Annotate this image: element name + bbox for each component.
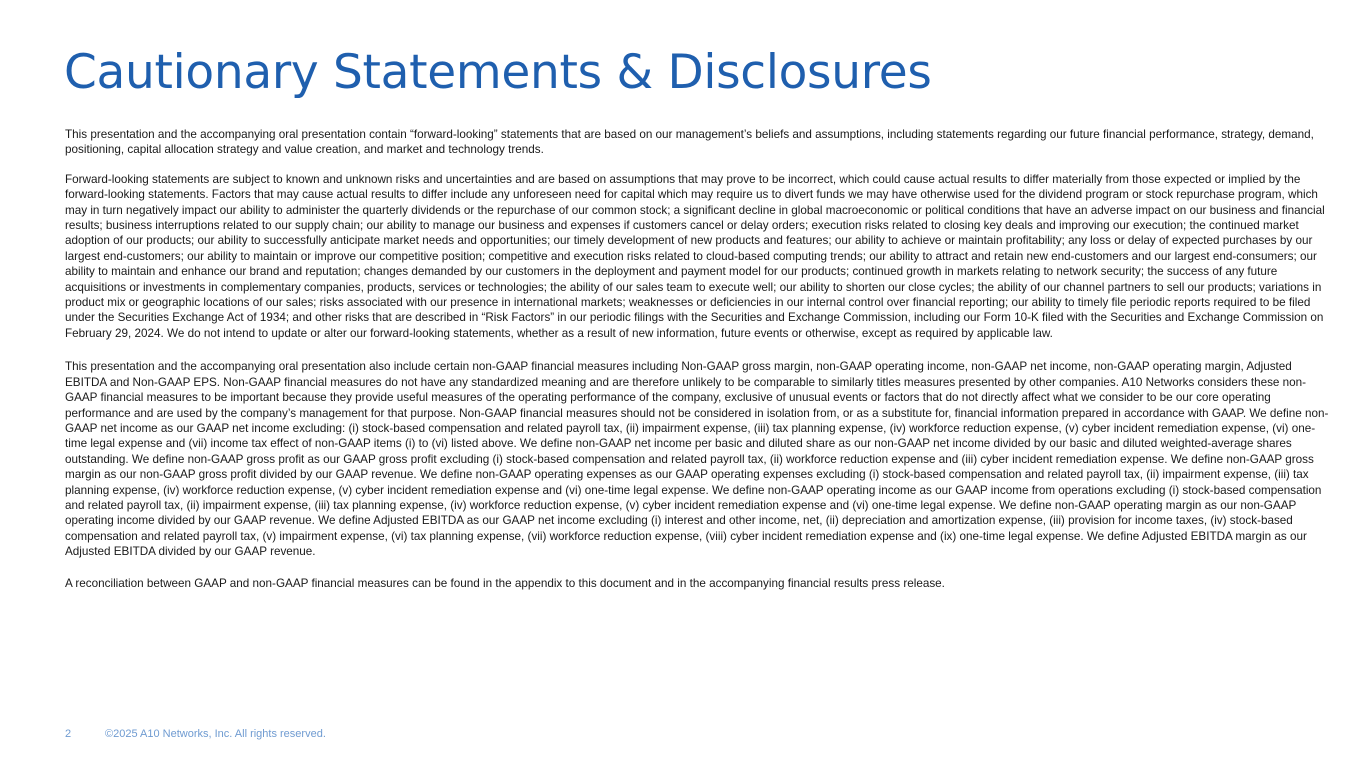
page-number: 2 bbox=[65, 728, 72, 740]
footer bbox=[65, 728, 326, 740]
reconciliation-paragraph: A reconciliation between GAAP and non-GAAP financial measures can be found in the appendix to this document and in the accompanying financial results press release. bbox=[65, 576, 945, 590]
risk-factors-paragraph: Forward-looking statements are subject to known and unknown risks and uncertainties and are based on assumptions that may prove to be incorrect, which could cause actual results to differ materially from those expected or implied by the forward-looking statements. Factors that may cause actual results to differ include any unforeseen need for capital which may require us to divert funds we may have otherwise used for the dividend program or stock repurchase program, which may in turn negatively impact our ability to administer the quarterly dividends or the repurchase of our common stock; a significant decline in global macroeconomic or political conditions that have an adverse impact on our business and financial results; business interruptions related to our supply chain; our ability to manage our business and expenses if customers cancel or delay orders; execution risks related to closing key deals and improving our execution; the continued market adoption of our products; our ability to successfully anticipate market needs and opportunities; our timely development of new products and features; our ability to achieve or maintain profitability; any loss or delay of expected purchases by our largest end-customers; our ability to maintain or improve our competitive position; competitive and execution risks related to cloud-based computing trends; our ability to attract and retain new end-customers and our largest end-consumers; our ability to maintain and enhance our brand and reputation; changes demanded by our customers in the deployment and payment model for our products; continued growth in markets relating to network security; the success of any future acquisitions or investments in complementary companies, products, services or technologies; the ability of our sales team to execute well; our ability to shorten our close cycles; the ability of our channel partners to sell our products; variations in product mix or geographic locations of our sales; risks associated with our presence in international markets; weaknesses or deficiencies in our internal control over financial reporting; our ability to timely file periodic reports required to be filed under the Securities Exchange Act of 1934; and other risks that are described in “Risk Factors” in our periodic filings with the Securities and Exchange Commission, including our Form 10-K filed with the Securities and Exchange Commission on February 29, 2024. We do not intend to update or alter our forward-looking statements, whether as a result of new information, future events or otherwise, except as required by applicable law. bbox=[65, 172, 1325, 340]
copyright-notice: ©2025 A10 Networks, Inc. All rights reserved. bbox=[105, 728, 326, 740]
forward-looking-intro-paragraph: This presentation and the accompanying oral presentation contain “forward-looking” statements that are based on our management’s beliefs and assumptions, including statements regarding our future financial performance, strategy, demand, positioning, capital allocation strategy and value creation, and market and technology trends. bbox=[65, 128, 1314, 157]
disclosure-body bbox=[65, 127, 1330, 591]
non-gaap-measures-paragraph: This presentation and the accompanying oral presentation also include certain non-GAAP financial measures including Non-GAAP gross margin, non-GAAP operating income, non-GAAP net income, non-GAAP operating margin, Adjusted EBITDA and Non-GAAP EPS. Non-GAAP financial measures do not have any standardized meaning and are therefore unlikely to be comparable to similarly titles measures presented by other companies. A10 Networks considers these non-GAAP financial measures to be important because they provide useful measures of the operating performance of the company, exclusive of unusual events or factors that do not directly affect what we consider to be our core operating performance and are used by the company’s management for that purpose. Non-GAAP financial measures should not be considered in isolation from, or as a substitute for, financial information prepared in accordance with GAAP. We define non-GAAP net income as our GAAP net income excluding: (i) stock-based compensation and related payroll tax, (ii) impairment expense, (iii) tax planning expense, (iv) workforce reduction expense, (v) cyber incident remediation expense, (vi) one-time legal expense and (vii) income tax effect of non-GAAP items (i) to (vi) listed above. We define non-GAAP net income per basic and diluted share as our non-GAAP net income divided by our basic and diluted weighted-average shares outstanding. We define non-GAAP gross profit as our GAAP gross profit excluding (i) stock-based compensation and related payroll tax, (ii) workforce reduction expense and (iii) cyber incident remediation expense. We define non-GAAP gross margin as our non-GAAP gross profit divided by our GAAP revenue. We define non-GAAP operating expenses as our GAAP operating expenses excluding (i) stock-based compensation and related payroll tax, (ii) impairment expense, (iii) tax planning expense, (iv) workforce reduction expense, (v) cyber incident remediation expense and (vi) one-time legal expense. We define non-GAAP operating income as our GAAP income from operations excluding (i) stock-based compensation and related payroll tax, (ii) impairment expense, (iii) tax planning expense, (iv) workforce reduction expense, (v) cyber incident remediation expense and (vi) one-time legal expense. We define non-GAAP operating margin as our non-GAAP operating income divided by our GAAP revenue. We define Adjusted EBITDA as our GAAP net income excluding (i) interest and other income, net, (ii) depreciation and amortization expense, (iii) provision for income taxes, (iv) stock-based compensation and related payroll tax, (v) impairment expense, (vi) tax planning expense, (vii) workforce reduction expense, (viii) cyber incident remediation expense and (ix) one-time legal expense. We define Adjusted EBITDA margin as our Adjusted EBITDA divided by our GAAP revenue. bbox=[65, 360, 1329, 559]
page-title: Cautionary Statements & Disclosures bbox=[64, 45, 932, 100]
